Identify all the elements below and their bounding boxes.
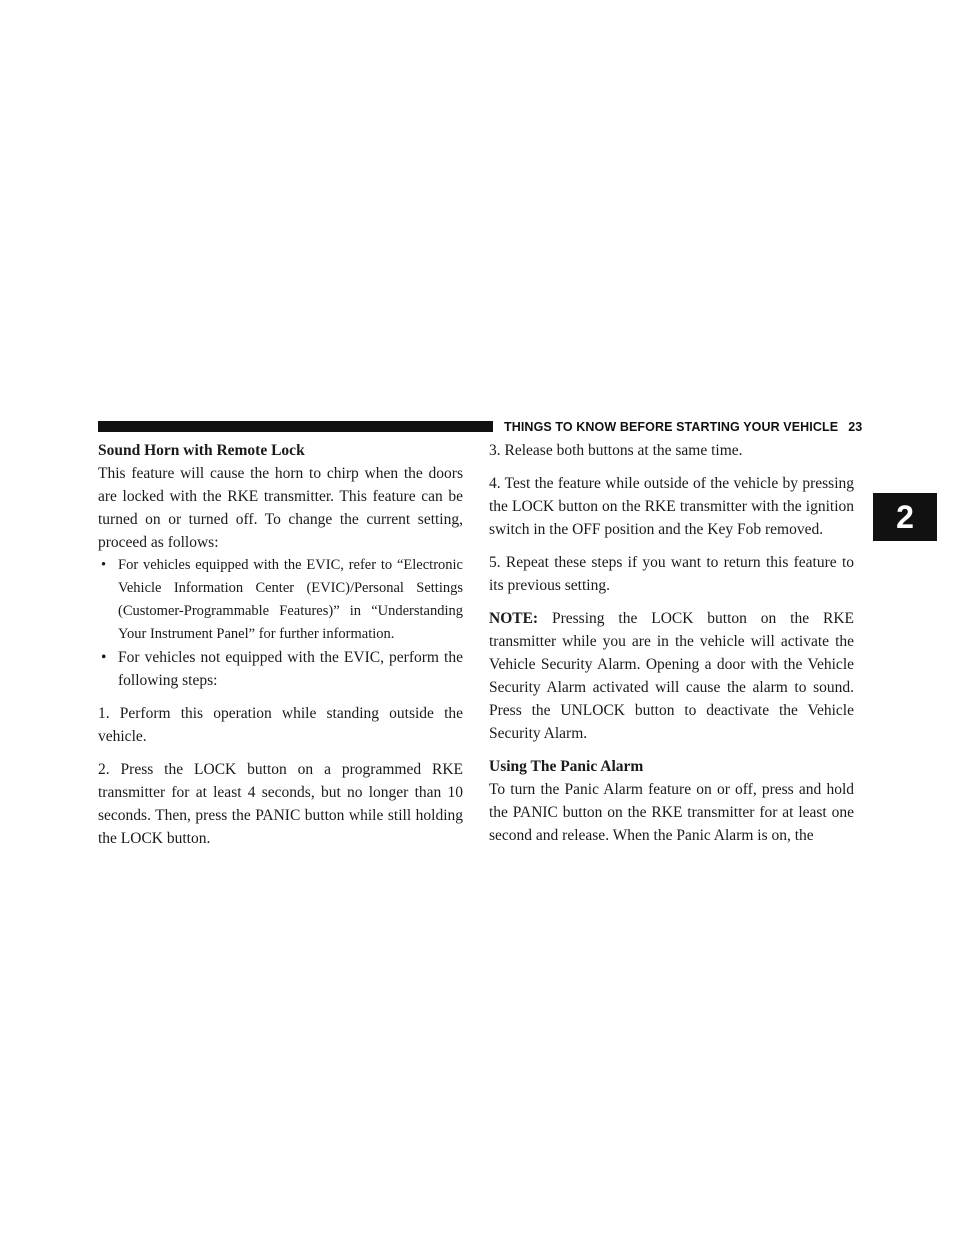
- step-4: 4. Test the feature while outside of the vehicle by pressing the LOCK button on the RKE transmitter with the ignition switch in the OFF position and the Key Fob removed.: [489, 475, 854, 538]
- bullet-marker: •: [101, 649, 107, 666]
- header-rule: [98, 421, 493, 432]
- bullet-item: [98, 646, 463, 692]
- running-header: [504, 417, 864, 437]
- step-5: 5. Repeat these steps if you want to return this feature to its previous setting.: [489, 554, 854, 594]
- section-title: THINGS TO KNOW BEFORE STARTING YOUR VEHICLE: [504, 420, 839, 434]
- right-column: [489, 439, 854, 847]
- note-text: Pressing the LOCK button on the RKE transmitter while you are in the vehicle will activate the Vehicle Security Alarm. Opening a door with the Vehicle Security Alarm activated will cause the alarm to sound. Press the UNLOCK button to deactivate the Vehicle Security Alarm.: [489, 610, 854, 742]
- note-label: NOTE:: [489, 610, 539, 627]
- intro-paragraph: This feature will cause the horn to chirp when the doors are locked with the RKE transmitter. This feature can be turned on or turned off. To change the current setting, proceed as follows:: [98, 465, 463, 551]
- step-1: 1. Perform this operation while standing outside the vehicle.: [98, 705, 463, 745]
- left-column: [98, 439, 463, 850]
- bullet-item: [98, 554, 463, 646]
- panic-paragraph: To turn the Panic Alarm feature on or off, press and hold the PANIC button on the RKE transmitter for at least one second and release. When the Panic Alarm is on, the: [489, 781, 854, 844]
- bullet-text: For vehicles not equipped with the EVIC, perform the following steps:: [118, 649, 463, 689]
- step-3: 3. Release both buttons at the same time.: [489, 442, 743, 459]
- step-2: 2. Press the LOCK button on a programmed RKE transmitter for at least 4 seconds, but no longer than 10 seconds. Then, press the PANIC button while still holding the LOCK button.: [98, 761, 463, 847]
- page-number: 23: [848, 420, 863, 434]
- bullet-marker: •: [101, 557, 107, 573]
- note-paragraph: [489, 607, 854, 745]
- section-heading: Sound Horn with Remote Lock: [98, 442, 305, 459]
- section-heading-2: Using The Panic Alarm: [489, 758, 644, 775]
- chapter-tab: 2: [873, 493, 937, 541]
- bullet-text: For vehicles equipped with the EVIC, refer to “Electronic Vehicle Information Center (EVIC)/Personal Settings (Customer-Programmable Features)” in “Understanding Your Instrument Panel” for further information.: [118, 557, 463, 642]
